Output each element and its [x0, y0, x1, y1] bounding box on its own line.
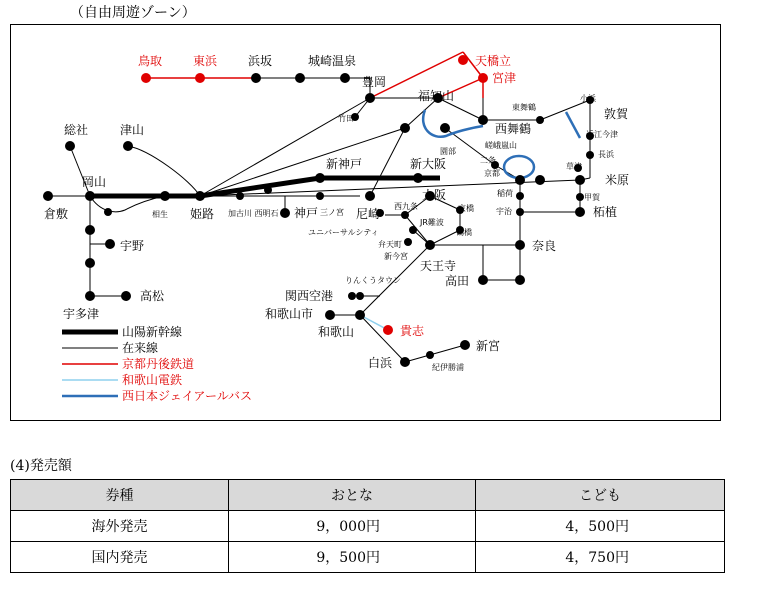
legend-label-wakayama-dentetsu: 和歌山電鉄 [122, 373, 183, 387]
legend-label-shinkansen: 山陽新幹線 [122, 325, 183, 339]
station-label: 三ノ宮 [320, 208, 344, 217]
station-dots [43, 73, 594, 367]
fare-table [10, 479, 725, 573]
station-label: 加古川 西明石 [228, 209, 279, 218]
station-label: 姫路 [190, 207, 215, 221]
station-label: 草津 [566, 162, 582, 171]
station-label: 西舞鶴 [495, 122, 532, 136]
station-label: 小浜 [580, 94, 596, 103]
station-label: 稲荷 [497, 189, 513, 198]
station-label: 津山 [120, 123, 145, 137]
table-row [11, 511, 725, 542]
legend-label-kyotango: 京都丹後鉄道 [122, 357, 195, 371]
station-label: 高松 [140, 289, 165, 303]
station-label: 天王寺 [420, 259, 457, 273]
station-label: 近江今津 [586, 130, 618, 139]
station-label: 天橋立 [475, 54, 512, 68]
fare-header-type: 券種 [11, 480, 229, 511]
station-label: 紀伊勝浦 [432, 363, 464, 372]
station-label: 園部 [440, 147, 456, 156]
station-label: 二条 [480, 156, 496, 165]
station-label: 豊岡 [362, 75, 387, 89]
station-label: 鶴橋 [456, 228, 472, 237]
station-label: 神戸 [294, 206, 319, 220]
fare-type-cell: 国内発売 [11, 542, 229, 573]
station-label: 鳥取 [138, 54, 163, 68]
station-label: 新宮 [476, 339, 501, 353]
station-label: 関西空港 [285, 289, 334, 303]
station-label: 相生 [152, 210, 168, 219]
station-label: 福知山 [418, 89, 455, 103]
station-label: 宮津 [492, 71, 517, 85]
station-label: 新大阪 [410, 157, 447, 171]
fare-section-title: (4)発売額 [10, 458, 72, 474]
fare-adult-cell: 9，000円 [229, 511, 476, 542]
fare-header-child: こども [476, 480, 725, 511]
station-label: 和歌山市 [265, 307, 314, 321]
station-label: 京都 [484, 169, 500, 178]
station-label: 嵯峨嵐山 [485, 141, 517, 150]
legend-label-bus: 西日本ジェイアールバス [122, 389, 252, 403]
zone-title: （自由周遊ゾーン） [70, 5, 196, 21]
station-label: 城崎温泉 [308, 54, 357, 68]
station-label: JR難波 [420, 218, 444, 227]
station-label: 新今宮 [384, 252, 408, 261]
station-label: 岡山 [82, 175, 107, 189]
fare-table-header-row [11, 480, 725, 511]
map-legend [62, 324, 252, 403]
station-label: 西九条 [394, 202, 418, 211]
station-label: ユニバーサルシティ [308, 228, 379, 237]
station-label: 浜坂 [248, 54, 273, 68]
station-label: 竹田 [338, 114, 354, 123]
station-label: 敦賀 [604, 107, 629, 121]
station-label: 総社 [64, 123, 89, 137]
station-label: 奈良 [532, 239, 557, 253]
station-label: 柘植 [593, 205, 618, 219]
station-label: 高田 [445, 274, 470, 288]
station-label: 尼崎 [356, 207, 381, 221]
fare-type-cell: 海外発売 [11, 511, 229, 542]
station-label: 和歌山 [318, 325, 355, 339]
fare-adult-cell: 9，500円 [229, 542, 476, 573]
station-label: 米原 [605, 173, 630, 187]
fare-child-cell: 4，750円 [476, 542, 725, 573]
station-label: 東浜 [193, 54, 218, 68]
station-label: 甲賀 [584, 193, 600, 202]
station-label: 貴志 [400, 324, 425, 338]
station-label: 白浜 [368, 356, 393, 370]
station-label: 東舞鶴 [512, 103, 536, 112]
station-label: 宇治 [496, 207, 512, 216]
fare-child-cell: 4，500円 [476, 511, 725, 542]
station-label: 新神戸 [326, 157, 363, 171]
conventional-lines [48, 78, 590, 362]
station-label: 大阪 [422, 188, 447, 202]
station-label: 弁天町 [378, 240, 402, 249]
station-label: 宇野 [120, 239, 145, 253]
station-label: 長浜 [598, 150, 614, 159]
station-label: りんくうタウン [345, 276, 401, 285]
legend-label-conventional: 在来線 [122, 341, 159, 355]
station-label: 京橋 [458, 204, 474, 213]
table-row [11, 542, 725, 573]
fare-header-adult: おとな [229, 480, 476, 511]
station-label: 倉敷 [44, 207, 69, 221]
station-label: 宇多津 [63, 307, 100, 321]
